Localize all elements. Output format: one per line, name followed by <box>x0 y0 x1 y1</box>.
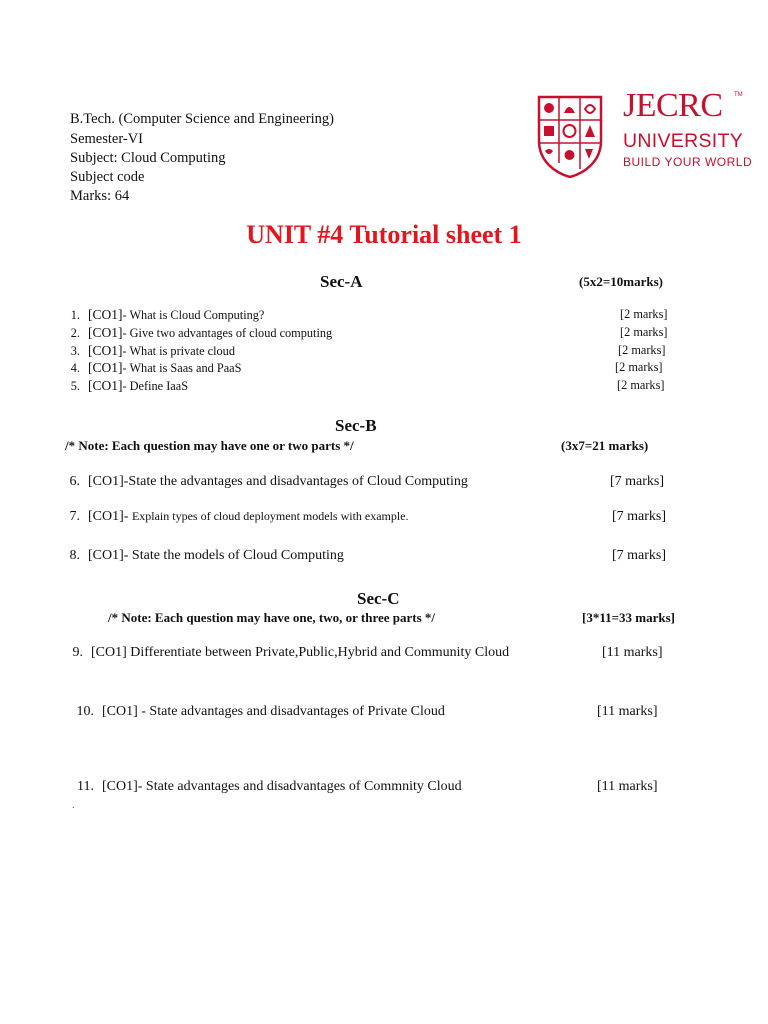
question-number: 6. <box>69 474 80 489</box>
question-3-marks: [2 marks] <box>618 343 666 357</box>
question-text: - Define IaaS <box>122 379 189 393</box>
marks-line: Marks: 64 <box>70 188 130 204</box>
question-10 <box>55 704 445 720</box>
question-number: 3. <box>70 344 80 358</box>
question-text: - What is Cloud Computing? <box>122 308 265 322</box>
question-code: [CO1] <box>88 325 123 340</box>
question-10-marks: [11 marks] <box>597 704 658 719</box>
question-text: - What is Saas and PaaS <box>122 361 242 375</box>
question-text: [CO1] Differentiate between Private,Public,Hybrid and Community Cloud <box>91 645 510 660</box>
sec-c-marks: [3*11=33 marks] <box>582 610 675 625</box>
logo-name: JECRC <box>623 87 723 124</box>
question-8-marks: [7 marks] <box>612 548 667 563</box>
question-9 <box>55 645 509 661</box>
question-number: 5. <box>70 379 80 393</box>
question-code: [CO1] <box>88 307 123 322</box>
question-5 <box>58 378 188 394</box>
page-title: UNIT #4 Tutorial sheet 1 <box>246 220 522 249</box>
sec-a-heading: Sec-A <box>320 272 363 291</box>
question-number: 11. <box>77 779 94 794</box>
sec-c-heading: Sec-C <box>357 589 400 608</box>
question-text: - What is private cloud <box>122 344 235 358</box>
question-6-marks: [7 marks] <box>610 474 665 489</box>
sec-b-heading: Sec-B <box>335 416 377 435</box>
question-code: [CO1]- <box>88 509 132 524</box>
question-code: [CO1] <box>88 343 123 358</box>
university-emblem-icon <box>535 93 605 178</box>
question-number: 7. <box>69 509 80 524</box>
sec-b-note: /* Note: Each question may have one or two parts */ <box>65 438 354 453</box>
question-1-marks: [2 marks] <box>620 307 668 321</box>
question-text: [CO1]- State the models of Cloud Computing <box>88 548 344 563</box>
question-5-marks: [2 marks] <box>617 378 665 392</box>
question-11 <box>55 779 462 795</box>
semester-line: Semester-VI <box>70 131 143 147</box>
question-number: 2. <box>70 326 80 340</box>
question-code: [CO1] <box>88 360 123 375</box>
sec-a-marks: (5x2=10marks) <box>579 274 663 289</box>
university-logo <box>535 87 753 178</box>
sec-c-note: /* Note: Each question may have one, two, or three parts */ <box>108 610 436 625</box>
question-number: 8. <box>69 548 80 563</box>
question-number: 1. <box>70 308 80 322</box>
program-line: B.Tech. (Computer Science and Engineering) <box>70 111 334 127</box>
subject-code-line: Subject code <box>70 169 145 185</box>
question-7 <box>58 509 409 525</box>
question-4-marks: [2 marks] <box>615 360 663 374</box>
question-3 <box>58 343 235 359</box>
question-number: 10. <box>76 704 94 719</box>
question-1 <box>58 307 264 323</box>
question-6 <box>58 474 468 490</box>
question-2 <box>58 325 332 341</box>
logo-subtitle: UNIVERSITY <box>623 130 744 152</box>
question-text: [CO1] - State advantages and disadvantages of Private Cloud <box>102 704 445 719</box>
question-code: [CO1] <box>88 378 123 393</box>
question-7-marks: [7 marks] <box>612 509 667 524</box>
question-text: [CO1]-State the advantages and disadvantages of Cloud Computing <box>88 474 468 489</box>
question-11-marks: [11 marks] <box>597 779 658 794</box>
question-8 <box>58 548 344 564</box>
question-2-marks: [2 marks] <box>620 325 668 339</box>
logo-tagline: BUILD YOUR WORLD <box>623 155 753 169</box>
question-text: [CO1]- State advantages and disadvantages of Commnity Cloud <box>102 779 462 794</box>
trademark-mark: TM <box>734 92 743 98</box>
question-9-marks: [11 marks] <box>602 645 663 660</box>
question-number: 4. <box>70 361 80 375</box>
question-text: Explain types of cloud deployment models with example. <box>131 509 409 523</box>
question-number: 9. <box>72 645 83 660</box>
question-4 <box>58 360 241 376</box>
sec-b-marks: (3x7=21 marks) <box>561 438 649 453</box>
subject-line: Subject: Cloud Computing <box>70 150 226 166</box>
stray-mark: . <box>72 800 75 811</box>
question-text: - Give two advantages of cloud computing <box>122 326 333 340</box>
